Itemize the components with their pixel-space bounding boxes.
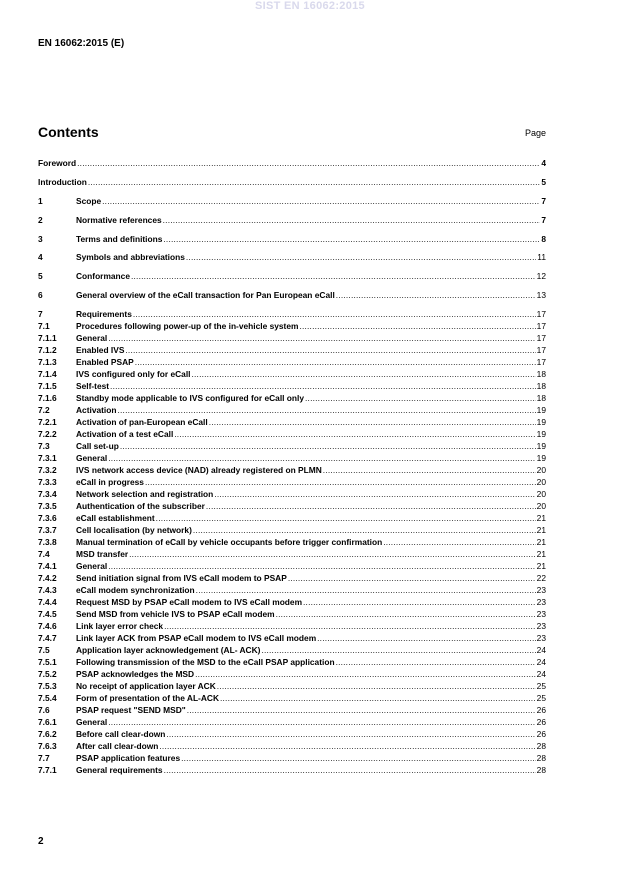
toc-dot-leader: [323, 465, 536, 476]
toc-entry-page: 21: [536, 537, 546, 547]
toc-entry-page: 17: [536, 309, 546, 319]
toc-dot-leader: [299, 321, 535, 332]
toc-entry-title: After call clear-down: [76, 741, 159, 751]
toc-entry-page: 26: [536, 705, 546, 715]
toc-entry-number: 7.3.4: [38, 489, 57, 499]
toc-entry-number: 7.4.3: [38, 585, 57, 595]
toc-entry-number: 6: [38, 290, 43, 300]
toc-entry-number: 7.1.6: [38, 393, 57, 403]
toc-entry-number: 7.6: [38, 705, 50, 715]
toc-entry-title: Procedures following power-up of the in-vehicle system: [76, 321, 299, 331]
toc-entry-number: 7.5.3: [38, 681, 57, 691]
toc-entry[interactable]: [38, 333, 546, 344]
toc-entry-number: 1: [38, 196, 43, 206]
toc-entry-title: Network selection and registration: [76, 489, 214, 499]
toc-entry-page: 20: [536, 477, 546, 487]
toc-entry-title: MSD transfer: [76, 549, 129, 559]
contents-heading: Contents: [38, 124, 99, 140]
toc-entry-page: 17: [536, 357, 546, 367]
toc-entry-title: Manual termination of eCall by vehicle occupants before trigger confirmation: [76, 537, 383, 547]
toc-entry-page: 19: [536, 453, 546, 463]
toc-entry-page: 21: [536, 525, 546, 535]
toc-entry-title: Authentication of the subscriber: [76, 501, 205, 511]
toc-entry[interactable]: [38, 215, 546, 226]
toc-entry[interactable]: [38, 585, 546, 596]
toc-entry[interactable]: [38, 513, 546, 524]
toc-entry-number: 7.4.1: [38, 561, 57, 571]
toc-entry-page: 18: [536, 393, 546, 403]
toc-entry-number: 7.1.1: [38, 333, 57, 343]
watermark: SIST EN 16062:2015: [255, 0, 365, 12]
toc-entry[interactable]: [38, 741, 546, 752]
toc-entry-number: 7.4.7: [38, 633, 57, 643]
toc-entry-title: Form of presentation of the AL-ACK: [76, 693, 219, 703]
toc-entry-page: 19: [536, 405, 546, 415]
toc-entry[interactable]: [38, 441, 546, 452]
toc-entry[interactable]: [38, 525, 546, 536]
toc-entry-title: PSAP request "SEND MSD": [76, 705, 186, 715]
toc-entry-page: 19: [536, 417, 546, 427]
toc-dot-leader: [303, 597, 536, 608]
toc-entry-number: 4: [38, 252, 43, 262]
toc-entry-title: General: [76, 333, 108, 343]
toc-entry-number: 7.5: [38, 645, 50, 655]
toc-entry-page: 8: [541, 234, 546, 244]
toc-dot-leader: [166, 729, 535, 740]
toc-entry[interactable]: [38, 158, 546, 169]
toc-entry[interactable]: [38, 417, 546, 428]
toc-entry-number: 7.3.2: [38, 465, 57, 475]
toc-dot-leader: [145, 477, 536, 488]
toc-entry-number: 5: [38, 271, 43, 281]
toc-entry-page: 19: [536, 441, 546, 451]
toc-dot-leader: [174, 429, 535, 440]
toc-dot-leader: [125, 345, 535, 356]
toc-entry-page: 23: [536, 585, 546, 595]
toc-entry-page: 7: [541, 196, 546, 206]
toc-entry-page: 22: [536, 573, 546, 583]
toc-entry-page: 21: [536, 561, 546, 571]
toc-entry-title: General: [76, 453, 108, 463]
toc-entry[interactable]: [38, 573, 546, 584]
toc-entry-title: Send initiation signal from IVS eCall modem to PSAP: [76, 573, 287, 583]
toc-entry-number: 7.4: [38, 549, 50, 559]
toc-entry[interactable]: [38, 177, 546, 188]
toc-entry-title: Introduction: [38, 177, 87, 187]
toc-entry-title: Cell localisation (by network): [76, 525, 192, 535]
page-number: 2: [38, 836, 44, 847]
toc-entry-title: No receipt of application layer ACK: [76, 681, 216, 691]
toc-entry-title: Enabled PSAP: [76, 357, 134, 367]
toc-entry[interactable]: [38, 765, 546, 776]
toc-dot-leader: [129, 549, 536, 560]
toc-entry[interactable]: [38, 252, 546, 263]
toc-entry-page: 26: [536, 729, 546, 739]
toc-entry-number: 7.5.4: [38, 693, 57, 703]
toc-entry-number: 7.2.2: [38, 429, 57, 439]
toc-dot-leader: [108, 561, 535, 572]
toc-entry-title: General overview of the eCall transaction for Pan European eCall: [76, 290, 335, 300]
toc-entry-page: 13: [536, 290, 546, 300]
toc-entry[interactable]: [38, 489, 546, 500]
toc-entry-title: Call set-up: [76, 441, 119, 451]
toc-entry[interactable]: [38, 549, 546, 560]
toc-entry-page: 28: [536, 753, 546, 763]
toc-dot-leader: [191, 369, 535, 380]
toc-dot-leader: [156, 513, 536, 524]
toc-entry-title: General requirements: [76, 765, 163, 775]
toc-entry-title: General: [76, 717, 108, 727]
toc-dot-leader: [133, 309, 536, 320]
toc-entry[interactable]: [38, 321, 546, 332]
toc-dot-leader: [120, 441, 536, 452]
page-column-header: Page: [524, 128, 546, 138]
toc-entry[interactable]: [38, 453, 546, 464]
toc-entry-page: 4: [541, 158, 546, 168]
toc-dot-leader: [209, 417, 536, 428]
toc-entry-title: IVS configured only for eCall: [76, 369, 191, 379]
toc-entry-title: eCall in progress: [76, 477, 144, 487]
toc-entry-number: 7.3.3: [38, 477, 57, 487]
toc-entry-page: 20: [536, 465, 546, 475]
toc-entry[interactable]: [38, 429, 546, 440]
toc-entry-title: IVS network access device (NAD) already registered on PLMN: [76, 465, 322, 475]
toc-entry-title: Link layer ACK from PSAP eCall modem to IVS eCall modem: [76, 633, 317, 643]
toc-entry-page: 24: [536, 669, 546, 679]
toc-entry[interactable]: [38, 309, 546, 320]
toc-entry[interactable]: [38, 681, 546, 692]
toc-entry[interactable]: [38, 357, 546, 368]
toc-entry-title: Normative references: [76, 215, 162, 225]
toc-entry[interactable]: [38, 290, 546, 301]
toc-entry-title: Scope: [76, 196, 102, 206]
toc-dot-leader: [159, 741, 535, 752]
toc-entry[interactable]: [38, 561, 546, 572]
toc-dot-leader: [108, 453, 535, 464]
toc-dot-leader: [288, 573, 536, 584]
toc-entry-number: 7.2.1: [38, 417, 57, 427]
toc-entry[interactable]: [38, 717, 546, 728]
toc-entry-title: Following transmission of the MSD to the eCall PSAP application: [76, 657, 335, 667]
toc-entry-title: Send MSD from vehicle IVS to PSAP eCall modem: [76, 609, 275, 619]
toc-entry-number: 7.7: [38, 753, 50, 763]
toc-entry-page: 20: [536, 501, 546, 511]
toc-entry-title: Request MSD by PSAP eCall modem to IVS eCall modem: [76, 597, 303, 607]
toc-dot-leader: [110, 381, 536, 392]
toc-entry-page: 5: [541, 177, 546, 187]
toc-entry-page: 28: [536, 765, 546, 775]
toc-entry-page: 26: [536, 717, 546, 727]
toc-entry[interactable]: [38, 501, 546, 512]
toc-entry-number: 7.4.4: [38, 597, 57, 607]
toc-entry-title: Activation of a test eCall: [76, 429, 174, 439]
toc-entry-number: 2: [38, 215, 43, 225]
toc-entry[interactable]: [38, 196, 546, 207]
toc-dot-leader: [196, 585, 536, 596]
toc-entry-number: 7.1.5: [38, 381, 57, 391]
toc-dot-leader: [217, 681, 536, 692]
toc-entry[interactable]: [38, 729, 546, 740]
toc-entry-title: Activation of pan-European eCall: [76, 417, 208, 427]
toc-dot-leader: [336, 290, 536, 301]
toc-dot-leader: [305, 393, 536, 404]
toc-dot-leader: [186, 252, 536, 263]
toc-entry-page: 23: [536, 633, 546, 643]
toc-entry-number: 7.1.3: [38, 357, 57, 367]
toc-entry[interactable]: [38, 693, 546, 704]
toc-entry-page: 23: [536, 621, 546, 631]
toc-entry-number: 7.3: [38, 441, 50, 451]
toc-entry-number: 7.2: [38, 405, 50, 415]
toc-entry[interactable]: [38, 271, 546, 282]
toc-dot-leader: [195, 669, 536, 680]
toc-dot-leader: [88, 177, 540, 188]
toc-dot-leader: [118, 405, 536, 416]
toc-dot-leader: [164, 765, 536, 776]
toc-entry-title: Before call clear-down: [76, 729, 166, 739]
toc-entry-page: 17: [536, 333, 546, 343]
toc-entry-title: eCall establishment: [76, 513, 155, 523]
toc-entry-page: 19: [536, 429, 546, 439]
toc-entry[interactable]: [38, 345, 546, 356]
toc-dot-leader: [383, 537, 535, 548]
toc-entry-page: 7: [541, 215, 546, 225]
toc-entry-title: Application layer acknowledgement (AL- ACK): [76, 645, 261, 655]
toc-dot-leader: [276, 609, 536, 620]
toc-entry-number: 3: [38, 234, 43, 244]
toc-entry[interactable]: [38, 621, 546, 632]
toc-entry-number: 7.5.1: [38, 657, 57, 667]
toc-entry-title: Foreword: [38, 158, 77, 168]
toc-entry-page: 24: [536, 657, 546, 667]
toc-dot-leader: [108, 717, 535, 728]
toc-entry-number: 7.4.5: [38, 609, 57, 619]
toc-entry-page: 25: [536, 693, 546, 703]
toc-dot-leader: [181, 753, 536, 764]
toc-entry-title: Terms and definitions: [76, 234, 163, 244]
toc-dot-leader: [317, 633, 536, 644]
toc-dot-leader: [261, 645, 535, 656]
toc-entry-page: 18: [536, 369, 546, 379]
toc-entry[interactable]: [38, 753, 546, 764]
toc-entry-title: PSAP acknowledges the MSD: [76, 669, 195, 679]
toc-entry-title: Enabled IVS: [76, 345, 125, 355]
toc-entry-title: Standby mode applicable to IVS configured for eCall only: [76, 393, 305, 403]
toc-entry-page: 28: [536, 741, 546, 751]
toc-entry[interactable]: [38, 705, 546, 716]
toc-entry-page: 17: [536, 345, 546, 355]
toc-entry-page: 23: [536, 609, 546, 619]
toc-entry-number: 7.3.8: [38, 537, 57, 547]
toc-entry[interactable]: [38, 369, 546, 380]
toc-entry-number: 7.3.1: [38, 453, 57, 463]
toc-entry[interactable]: [38, 477, 546, 488]
toc-entry[interactable]: [38, 609, 546, 620]
toc-dot-leader: [206, 501, 536, 512]
toc-entry-title: PSAP application features: [76, 753, 181, 763]
document-id: EN 16062:2015 (E): [38, 38, 125, 49]
toc-entry-page: 24: [536, 645, 546, 655]
toc-entry-title: eCall modem synchronization: [76, 585, 195, 595]
toc-entry-number: 7.4.2: [38, 573, 57, 583]
toc-entry-title: Symbols and abbreviations: [76, 252, 185, 262]
toc-entry[interactable]: [38, 657, 546, 668]
toc-dot-leader: [187, 705, 536, 716]
toc-dot-leader: [193, 525, 536, 536]
toc-entry[interactable]: [38, 669, 546, 680]
toc-entry-number: 7.6.3: [38, 741, 57, 751]
toc-dot-leader: [163, 215, 541, 226]
toc-entry-page: 23: [536, 597, 546, 607]
toc-entry-page: 21: [536, 513, 546, 523]
toc-entry[interactable]: [38, 633, 546, 644]
toc-entry-title: Self-test: [76, 381, 110, 391]
toc-dot-leader: [131, 271, 536, 282]
toc-entry-page: 20: [536, 489, 546, 499]
toc-dot-leader: [163, 234, 540, 245]
toc-entry-title: General: [76, 561, 108, 571]
toc-entry-number: 7.7.1: [38, 765, 57, 775]
toc-dot-leader: [102, 196, 540, 207]
toc-entry-title: Conformance: [76, 271, 130, 281]
toc-entry[interactable]: [38, 597, 546, 608]
toc-entry-number: 7.4.6: [38, 621, 57, 631]
toc-entry-number: 7.1.4: [38, 369, 57, 379]
toc-entry[interactable]: [38, 393, 546, 404]
toc-entry[interactable]: [38, 537, 546, 548]
toc-entry-number: 7.6.1: [38, 717, 57, 727]
toc-entry-page: 25: [536, 681, 546, 691]
toc-entry-title: Link layer error check: [76, 621, 164, 631]
toc-dot-leader: [164, 621, 536, 632]
toc-entry[interactable]: [38, 381, 546, 392]
toc-dot-leader: [135, 357, 536, 368]
toc-dot-leader: [108, 333, 535, 344]
toc-entry-number: 7.6.2: [38, 729, 57, 739]
toc-entry[interactable]: [38, 465, 546, 476]
toc-dot-leader: [77, 158, 540, 169]
toc-entry-number: 7.1.2: [38, 345, 57, 355]
toc-entry-page: 11: [537, 252, 546, 262]
toc-dot-leader: [336, 657, 536, 668]
toc-entry-title: Activation: [76, 405, 117, 415]
toc-entry-number: 7.3.5: [38, 501, 57, 511]
toc-entry-number: 7: [38, 309, 43, 319]
toc-entry-number: 7.3.7: [38, 525, 57, 535]
toc-entry-page: 12: [536, 271, 546, 281]
toc-entry[interactable]: [38, 645, 546, 656]
toc-entry-title: Requirements: [76, 309, 132, 319]
toc-entry[interactable]: [38, 234, 546, 245]
toc-entry-page: 21: [536, 549, 546, 559]
toc-entry-number: 7.5.2: [38, 669, 57, 679]
toc-dot-leader: [220, 693, 536, 704]
toc-entry-number: 7.3.6: [38, 513, 57, 523]
toc-dot-leader: [214, 489, 535, 500]
toc-entry[interactable]: [38, 405, 546, 416]
toc-entry-page: 18: [536, 381, 546, 391]
toc-entry-page: 17: [536, 321, 546, 331]
toc-entry-number: 7.1: [38, 321, 50, 331]
